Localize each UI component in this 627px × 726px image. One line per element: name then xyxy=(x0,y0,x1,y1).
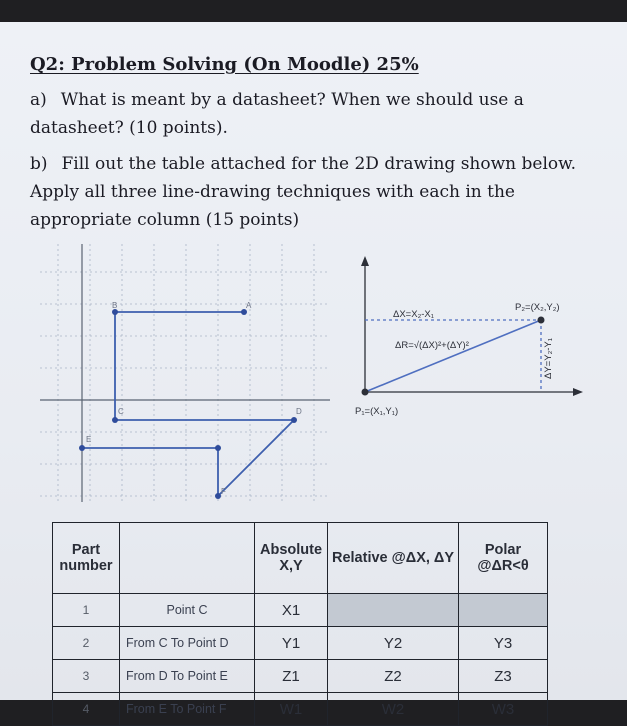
row-absolute: Y1 xyxy=(255,627,328,660)
shape-points xyxy=(79,309,297,499)
row-polar: Z3 xyxy=(459,660,548,693)
row-relative: Y2 xyxy=(328,627,459,660)
row-polar: Y3 xyxy=(459,627,548,660)
table-row xyxy=(53,594,548,627)
row-absolute: Z1 xyxy=(255,660,328,693)
delta-r-line xyxy=(365,320,541,392)
x-axis-arrow xyxy=(573,388,583,396)
dx-label: ΔX=X₂-X₁ xyxy=(393,309,434,320)
row-polar xyxy=(459,594,548,627)
table-row xyxy=(53,627,548,660)
p2-dot xyxy=(538,317,545,324)
label-f: F xyxy=(221,487,226,496)
table-row xyxy=(53,660,548,693)
dr-label: ΔR=√(ΔX)²+(ΔY)² xyxy=(395,340,469,351)
label-a: A xyxy=(246,301,252,310)
point-d xyxy=(291,417,297,423)
coordinates-table xyxy=(52,522,548,726)
part-b xyxy=(30,150,610,234)
part-a-label: a) xyxy=(30,90,47,110)
point-c xyxy=(112,417,118,423)
row-relative: W2 xyxy=(328,693,459,726)
part-a xyxy=(30,86,610,142)
row-number: 2 xyxy=(53,627,120,660)
drawn-shape xyxy=(82,312,294,496)
header-part-number: Part number xyxy=(53,523,120,594)
p1-label: P₁=(X₁,Y₁) xyxy=(355,406,399,417)
row-absolute: X1 xyxy=(255,594,328,627)
row-number: 3 xyxy=(53,660,120,693)
grid-figure xyxy=(40,244,330,502)
row-number: 1 xyxy=(53,594,120,627)
row-number: 4 xyxy=(53,693,120,726)
row-relative: Z2 xyxy=(328,660,459,693)
row-description: From C To Point D xyxy=(120,627,255,660)
grid-figure-svg xyxy=(40,244,330,502)
point-e xyxy=(79,445,85,451)
row-description: From E To Point F xyxy=(120,693,255,726)
part-b-text: Fill out the table attached for the 2D drawing shown below. Apply all three line-drawing techniques with each in the appropriate column (15 points) xyxy=(30,154,577,230)
table-header-row xyxy=(53,523,548,594)
label-c: C xyxy=(118,407,124,416)
y-axis-arrow xyxy=(361,256,369,266)
row-absolute: W1 xyxy=(255,693,328,726)
row-relative xyxy=(328,594,459,627)
header-absolute: Absolute X,Y xyxy=(255,523,328,594)
header-polar: Polar @ΔR<θ xyxy=(459,523,548,594)
row-polar: W3 xyxy=(459,693,548,726)
point-e2 xyxy=(215,445,221,451)
question-title: Q2: Problem Solving (On Moodle) 25% xyxy=(30,54,419,75)
grid-lines xyxy=(40,244,330,502)
part-b-label: b) xyxy=(30,154,48,174)
row-description: From D To Point E xyxy=(120,660,255,693)
worksheet-page xyxy=(0,22,627,718)
row-description: Point C xyxy=(120,594,255,627)
p2-label: P₂=(X₂,Y₂) xyxy=(515,302,560,313)
dy-label: ΔY=Y₂-Y₁ xyxy=(543,338,554,379)
part-a-text: What is meant by a datasheet? When we should use a datasheet? xyxy=(30,90,524,138)
part-a-points: (10 points). xyxy=(129,118,228,138)
p1-dot xyxy=(362,389,369,396)
label-b: B xyxy=(112,301,118,310)
coordinate-diagram-svg xyxy=(345,244,585,424)
header-description xyxy=(120,523,255,594)
header-relative: Relative @ΔX, ΔY xyxy=(328,523,459,594)
label-d: D xyxy=(296,407,302,416)
table-row xyxy=(53,693,548,726)
grid-axes xyxy=(40,244,330,502)
coordinate-diagram xyxy=(345,244,585,424)
label-e: E xyxy=(86,435,92,444)
